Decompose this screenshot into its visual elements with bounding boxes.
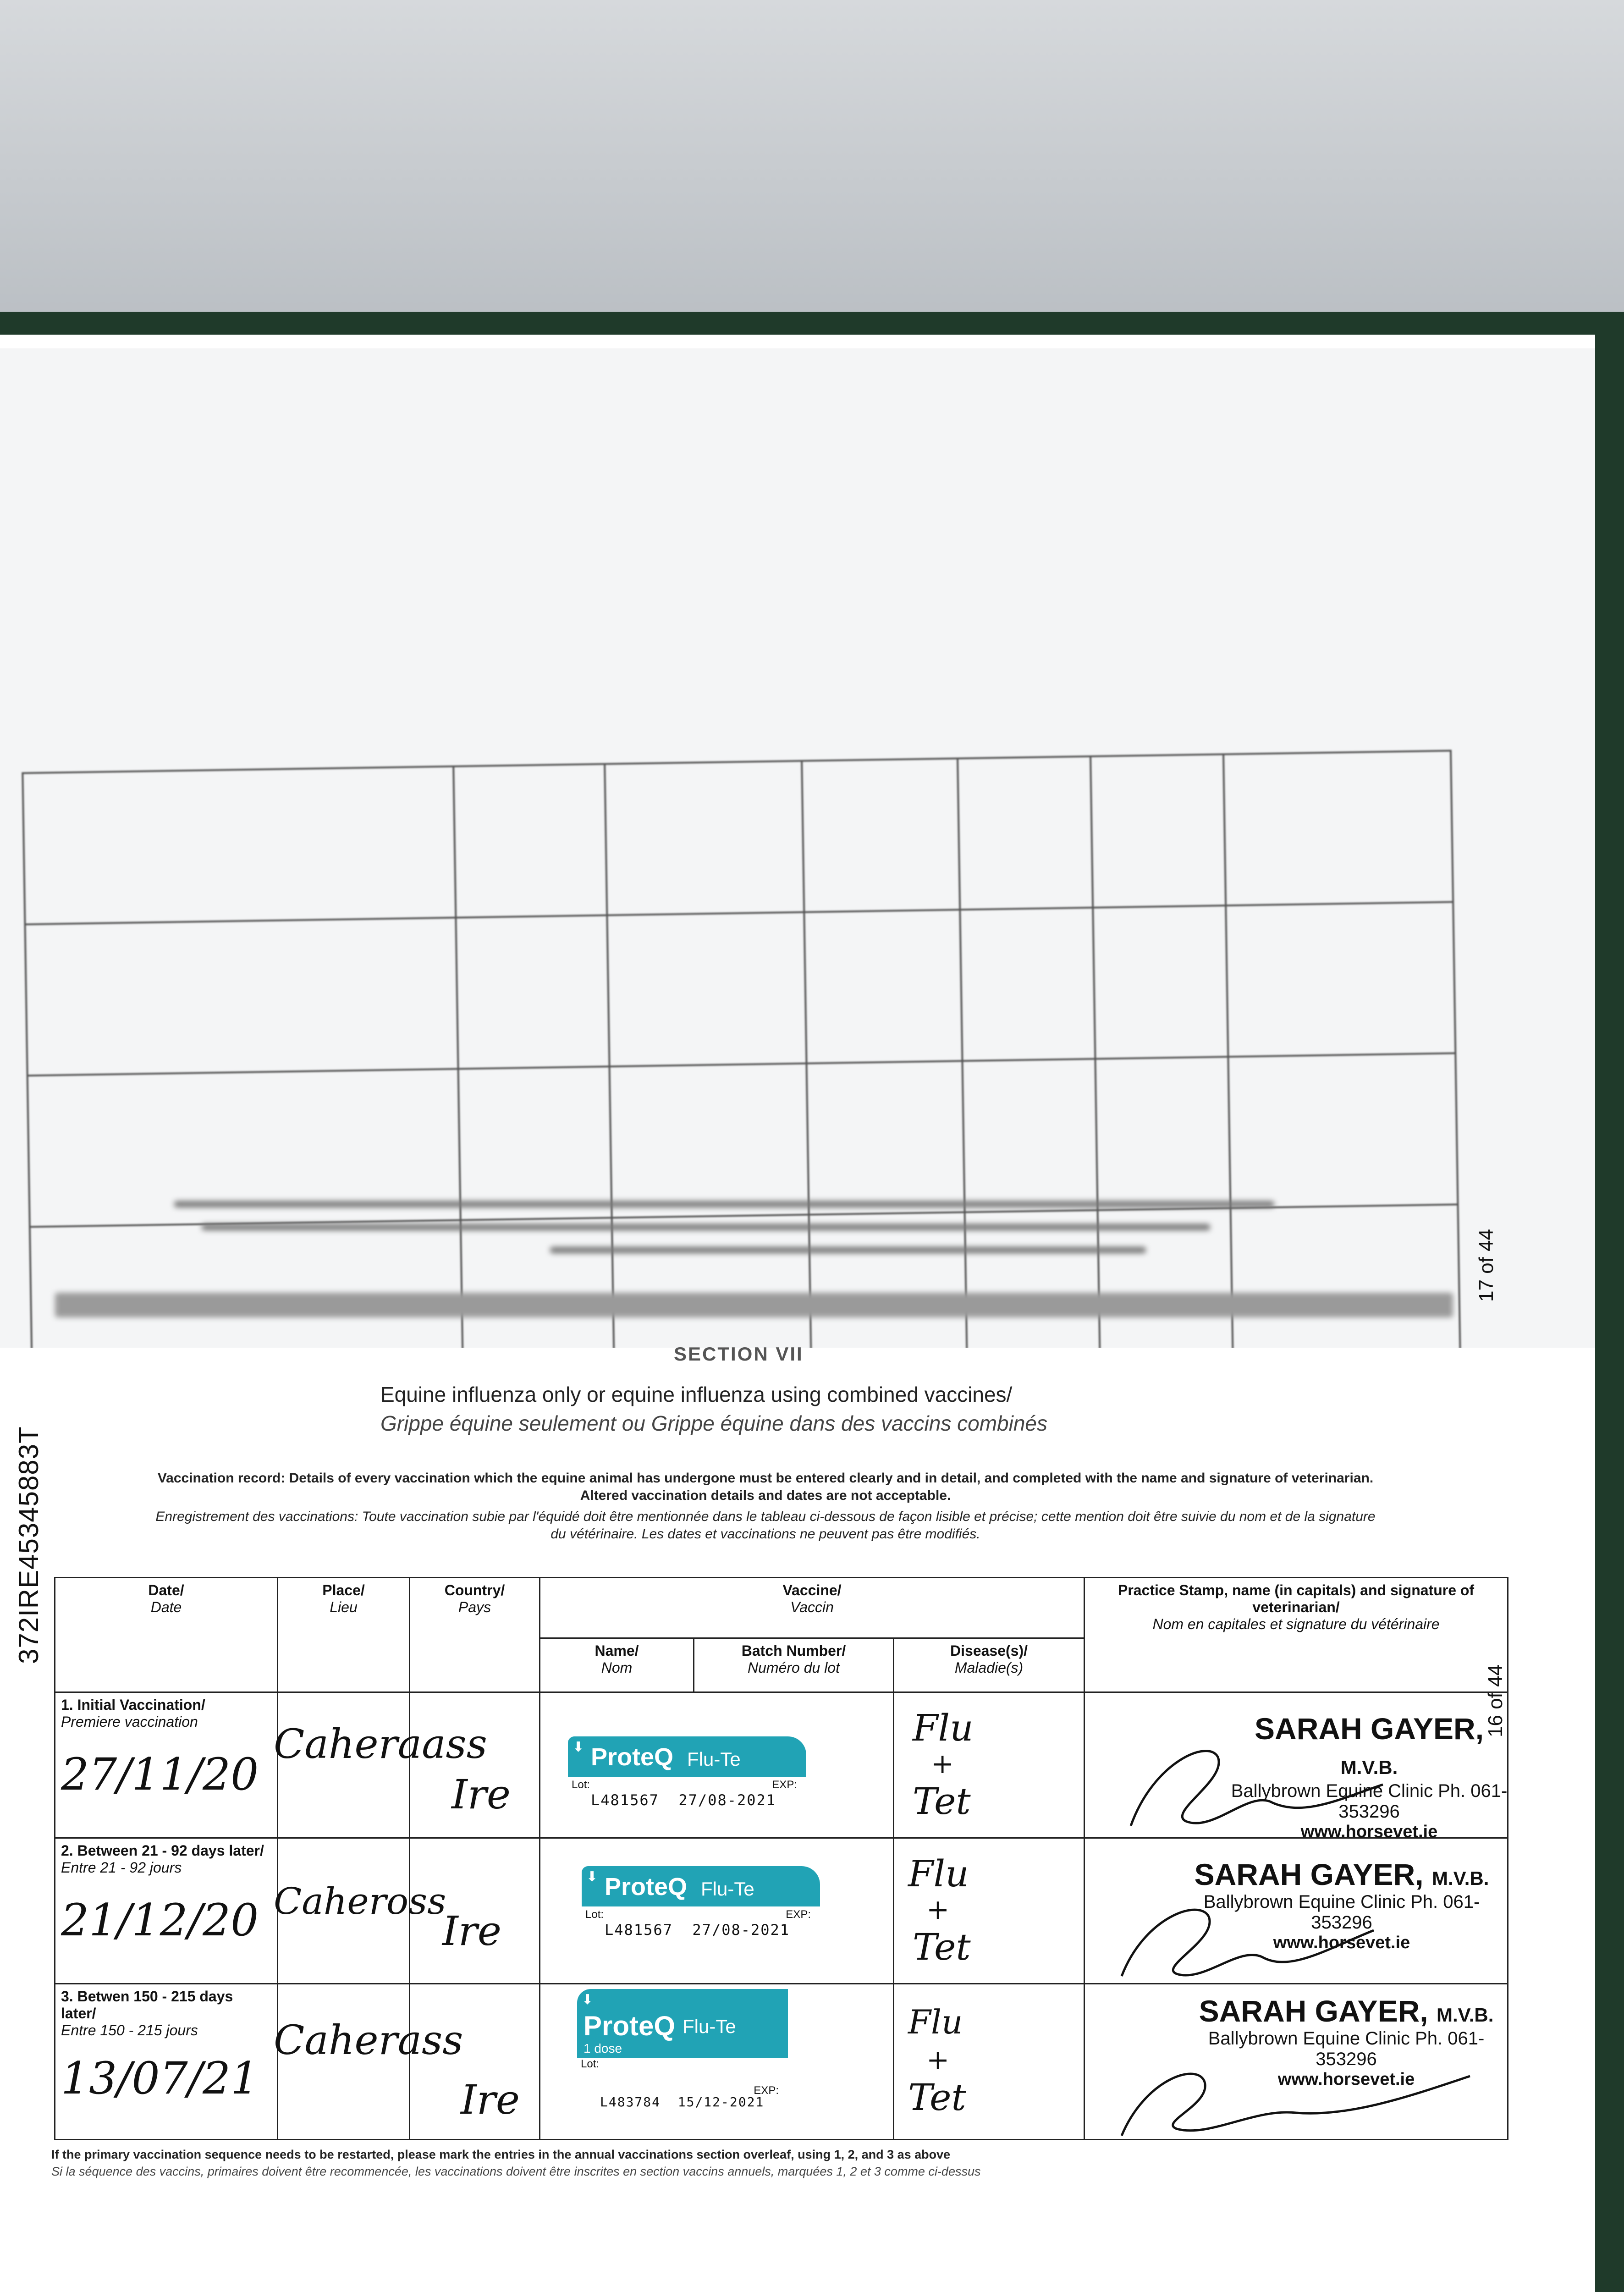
vaccine-sticker-cell bbox=[540, 1692, 894, 1838]
heading-english: Equine influenza only or equine influenza using combined vaccines/ bbox=[380, 1383, 1013, 1406]
disease-handwritten-1: Flu bbox=[908, 1852, 969, 1895]
disease-handwritten-3: Tet bbox=[913, 1780, 971, 1823]
mirrored-text-line bbox=[202, 1224, 1210, 1230]
footer-note-fr: Si la séquence des vaccins, primaires doivent être recommencée, les vaccinations doivent être inscrites en section vaccins annuels, marquées 1, 2 et 3 comme ci-dessus bbox=[51, 2165, 981, 2178]
lot-number: L481567 bbox=[605, 1921, 673, 1939]
country-cell bbox=[410, 1838, 540, 1984]
header-vaccine: Vaccine/ Vaccin bbox=[540, 1578, 1085, 1638]
place-handwritten: Caheross bbox=[274, 1880, 446, 1923]
arrow-down-icon: ⬇ bbox=[582, 1992, 594, 2007]
disease-cell bbox=[894, 1984, 1085, 2140]
disease-handwritten-2: + bbox=[926, 1894, 950, 1926]
disease-handwritten-3: Tet bbox=[913, 1926, 971, 1968]
passport-id: 372IRE45345883T bbox=[13, 1426, 44, 1664]
date-handwritten: 21/12/20 bbox=[61, 1895, 259, 1946]
heading-french: Grippe équine seulement ou Grippe équine dans des vaccins combinés bbox=[380, 1411, 1047, 1435]
vet-stamp: SARAH GAYER, M.V.B. Ballybrown Equine Clinic Ph. 061-353296 www.horsevet.ie bbox=[1231, 1712, 1508, 1841]
place-cell bbox=[274, 1838, 446, 1984]
vet-signature bbox=[1112, 1734, 1387, 1840]
record-instruction-en: Vaccination record: Details of every vaccination which the equine animal has undergone must be entered clearly and in detail, and completed with the name and signature of veterinarian. bbox=[157, 1471, 1374, 1486]
place-handwritten: Caherass bbox=[274, 2017, 463, 2064]
vaccine-sticker: ⬇ ProteQ Flu-Te Lot: EXP: L481567 27/08-2021 bbox=[568, 1736, 806, 1812]
arrow-down-icon: ⬇ bbox=[573, 1740, 584, 1755]
expiry-date: 27/08-2021 bbox=[678, 1791, 776, 1809]
country-handwritten: Ire bbox=[461, 2076, 520, 2123]
expiry-date: 15/12-2021 bbox=[677, 2094, 765, 2110]
country-handwritten: Ire bbox=[442, 1907, 501, 1955]
record-instruction-fr: Enregistrement des vaccinations: Toute vaccination subie par l'équidé doit être mentionnée dans le tableau ci-dessous de façon lisible et précise; cette mention doit être suivie du nom et de la signature bbox=[155, 1509, 1376, 1524]
mirrored-text-line bbox=[550, 1247, 1146, 1253]
scanner-background bbox=[0, 0, 1624, 348]
vet-signature bbox=[1103, 2044, 1479, 2145]
header-batch-number: Batch Number/ Numéro du lot bbox=[694, 1638, 894, 1692]
footer-note-en: If the primary vaccination sequence needs to be restarted, please mark the entries in the annual vaccinations section overleaf, using 1, 2, and 3 as above bbox=[51, 2148, 951, 2161]
disease-cell bbox=[894, 1692, 1085, 1838]
vaccine-sticker: ⬇ ProteQ Flu-Te Lot: EXP: L481567 27/08-2021 bbox=[582, 1866, 820, 1942]
disease-handwritten-1: Flu bbox=[908, 2003, 963, 2041]
disease-handwritten-1: Flu bbox=[913, 1707, 974, 1749]
upper-empty-table bbox=[22, 750, 1463, 1348]
header-disease: Disease(s)/ Maladie(s) bbox=[894, 1638, 1085, 1692]
country-handwritten: Ire bbox=[451, 1771, 511, 1818]
table-row bbox=[55, 1692, 1508, 1838]
row-label: 1. Initial Vaccination/ Premiere vaccination 27/11/20 bbox=[55, 1692, 278, 1838]
vaccine-sticker: ⬇ ProteQ Flu-Te 1 dose Lot: EXP: L483784 15/12-2021 bbox=[577, 1989, 815, 2127]
vet-stamp: SARAH GAYER, M.V.B. Ballybrown Equine Clinic Ph. 061-353296 www.horsevet.ie bbox=[1199, 1994, 1494, 2089]
place-cell bbox=[274, 1984, 463, 2140]
table-row bbox=[55, 1984, 1508, 2140]
vet-stamp-cell bbox=[1085, 1838, 1508, 1984]
vet-signature bbox=[1108, 1889, 1383, 1985]
arrow-down-icon: ⬇ bbox=[586, 1869, 598, 1884]
row-label: 2. Between 21 - 92 days later/ Entre 21 - 92 jours 21/12/20 bbox=[55, 1838, 278, 1984]
lot-number: L481567 bbox=[591, 1791, 659, 1809]
disease-handwritten-2: + bbox=[926, 2044, 950, 2076]
vaccine-sticker-cell bbox=[540, 1838, 894, 1984]
date-handwritten: 13/07/21 bbox=[61, 2053, 259, 2104]
vaccine-sticker-cell bbox=[540, 1984, 894, 2140]
country-cell bbox=[410, 1984, 540, 2140]
country-cell bbox=[410, 1692, 540, 1838]
lot-number: L483784 bbox=[600, 2094, 661, 2110]
mirrored-section-band bbox=[55, 1293, 1453, 1317]
mirrored-text-line bbox=[174, 1201, 1274, 1207]
record-instruction-fr-2: du vétérinaire. Les dates et vaccinations ne peuvent pas être modifiés. bbox=[551, 1526, 980, 1542]
header-date: Date/ Date bbox=[55, 1578, 278, 1692]
vet-stamp-cell bbox=[1085, 1984, 1508, 2140]
disease-cell bbox=[894, 1838, 1085, 1984]
header-practice-stamp: Practice Stamp, name (in capitals) and signature of veterinarian/ Nom en capitales et signature du vétérinaire bbox=[1085, 1578, 1508, 1692]
date-handwritten: 27/11/20 bbox=[61, 1749, 259, 1800]
vet-stamp: SARAH GAYER, M.V.B. Ballybrown Equine Clinic Ph. 061-353296 www.horsevet.ie bbox=[1194, 1857, 1489, 1952]
disease-handwritten-3: Tet bbox=[908, 2076, 966, 2119]
page-number-lower: 16 of 44 bbox=[1484, 1664, 1507, 1737]
table-row bbox=[55, 1838, 1508, 1984]
disease-handwritten-2: + bbox=[931, 1748, 954, 1780]
vaccination-table bbox=[54, 1577, 1508, 2140]
upper-page-page17 bbox=[0, 348, 1595, 1348]
record-instruction-en-2: Altered vaccination details and dates are not acceptable. bbox=[580, 1488, 951, 1503]
header-country: Country/ Pays bbox=[410, 1578, 540, 1692]
expiry-date: 27/08-2021 bbox=[692, 1921, 790, 1939]
section-title: SECTION VII bbox=[674, 1343, 804, 1365]
vet-stamp-cell bbox=[1085, 1692, 1508, 1841]
header-vaccine-name: Name/ Nom bbox=[540, 1638, 694, 1692]
header-place: Place/ Lieu bbox=[278, 1578, 410, 1692]
page-number-upper: 17 of 44 bbox=[1475, 1229, 1497, 1302]
row-label: 3. Betwen 150 - 215 days later/ Entre 150 - 215 jours 13/07/21 bbox=[55, 1984, 278, 2140]
place-handwritten: Caheraass bbox=[274, 1720, 487, 1768]
